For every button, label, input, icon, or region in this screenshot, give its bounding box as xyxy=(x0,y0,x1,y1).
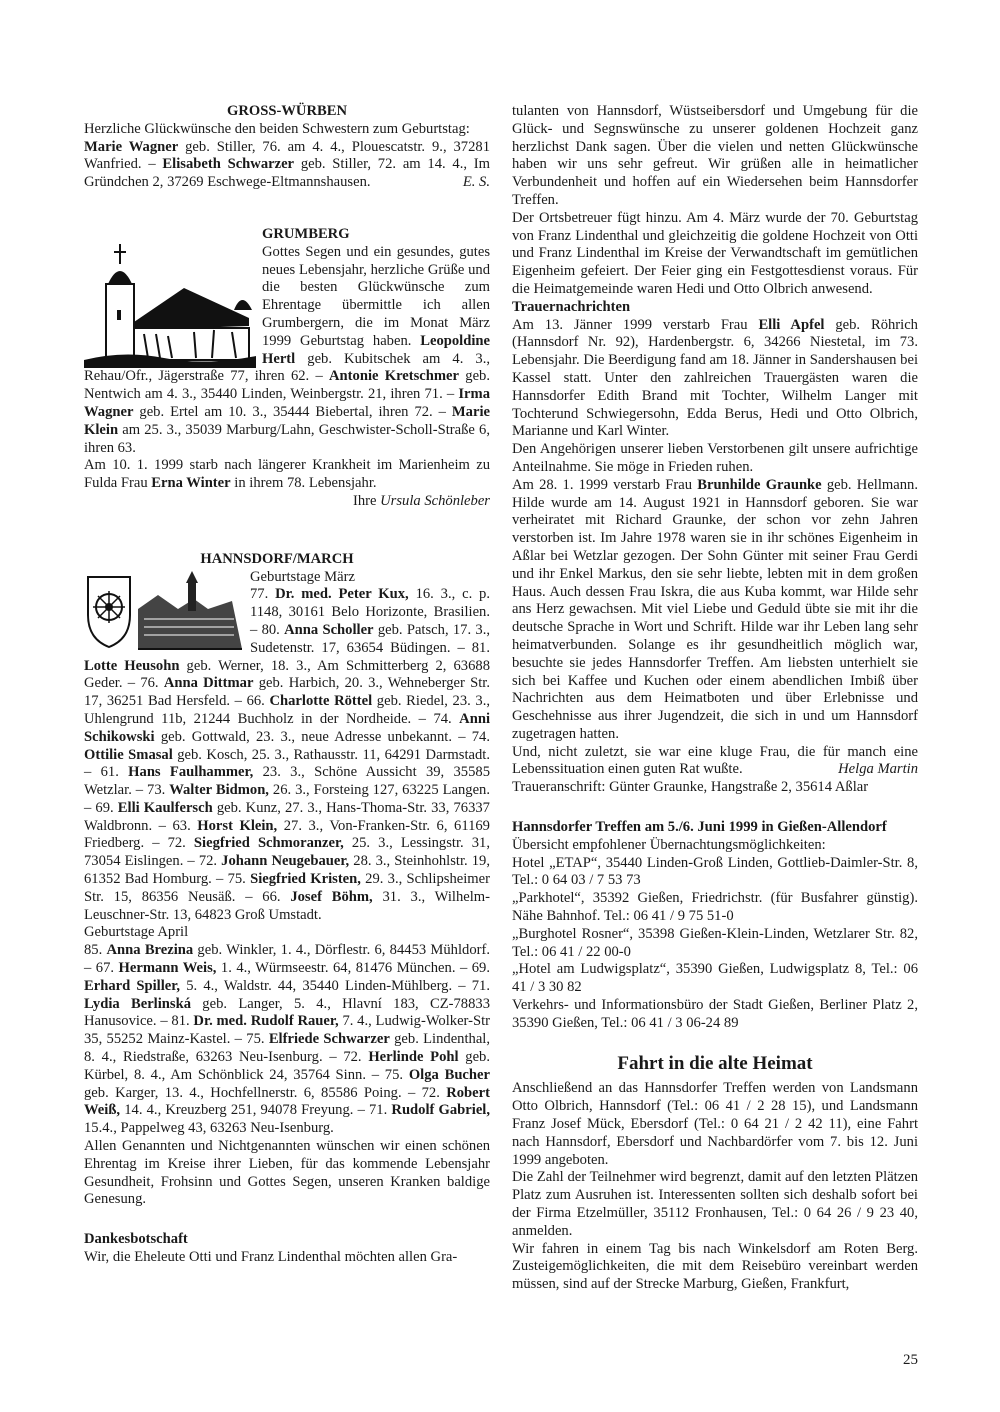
gross-wuerben-text: Herzliche Glückwünsche den beiden Schwestern zum Geburtstag: Marie Wagner geb. Stiller, 76. am 4. 4., Plouescatstr. 9., 37281 Wanfried. – Elisabeth Schwarzer geb. Stiller, 72. am 14. 4., Im Gründchen 2, 37269 Eschwege-Eltmannshausen. E. S. xyxy=(84,120,491,191)
treffen-intro: Übersicht empfohlener Übernachtungsmöglichkeiten: xyxy=(512,836,826,853)
tourist-office: Verkehrs- und Informationsbüro der Stadt Gießen, Berliner Platz 2, 35390 Gießen, Tel.: 06 41 / 3 06-24 89 xyxy=(512,997,918,1031)
ortsbetreuer-text: Der Ortsbetreuer fügt hinzu. Am 4. März wurde der 70. Geburtstag von Franz Lindenthal und gleichzeitig die goldene Hochzeit von Otti und Franz Lindenthal im Kreise der Verwandtschaft im gemütlichen Eigenheim gefeiert. Der Feier ging ein Festgottesdienst voraus. Für die Heimatgemeinde waren Hedi und Otto Olbrich anwesend. xyxy=(512,209,918,297)
section-title-grumberg: GRUMBERG xyxy=(262,225,350,242)
grumberg-death-notice: Am 10. 1. 1999 starb nach längerer Krankheit im Marienheim zu Fulda Frau Erna Winter in ihrem 78. Lebensjahr. xyxy=(84,457,490,492)
trauer-address: Traueranschrift: Günter Graunke, Hangstraße 2, 35614 Aßlar xyxy=(512,779,869,796)
hotel-parkhotel: „Parkhotel“, 35392 Gießen, Friedrichstr. (für Busfahrer günstig). Nähe Bahnhof. Tel.: 06 41 / 9 75 51-0 xyxy=(512,890,918,925)
hannsdorf-crest-and-town-illustration xyxy=(84,569,244,651)
signature: E. S. xyxy=(462,174,490,191)
trauer-closing: Und, nicht zuletzt, sie war eine kluge Frau, die für manch eine Lebenssituation einen guten Rat wußte. Helga Martin xyxy=(512,743,918,778)
trauer-anteilnahme: Den Angehörigen unserer lieben Verstorbenen gilt unsere aufrichtige Anteilnahme. Sie möge in Frieden ruhen. xyxy=(512,441,918,475)
treffen-title: Hannsdorfer Treffen am 5./6. Juni 1999 in Gießen-Allendorf xyxy=(512,819,887,836)
hotel-etap: Hotel „ETAP“, 35440 Linden-Groß Linden, Gottlieb-Daimler-Str. 8, Tel.: 0 64 03 / 7 53 73 xyxy=(512,854,918,889)
hannsdorf-section xyxy=(84,551,490,1209)
fahrt-text-3: Wir fahren in einem Tag bis nach Winkelsdorf am Roten Berg. Zusteigemöglichkeiten, die mit dem Reisebüro vereinbart werden müssen, sind auf der Strecke Marburg, Gießen, Frankfurt, xyxy=(512,1240,918,1293)
dankes-title: Dankesbotschaft xyxy=(84,1231,188,1248)
grumberg-signature: Ihre Ursula Schönleber xyxy=(352,492,490,509)
fahrt-title: Fahrt in die alte Heimat xyxy=(617,1052,813,1074)
hannsdorf-april-birthdays: 85. Anna Brezina geb. Winkler, 1. 4., Dörflestr. 6, 84453 Mühldorf. – 67. Hermann Weis, 1. 4., Würmseestr. 64, 81476 München. – 69. Erhard Spiller, 5. 4., Waldstr. 44, 35440 Linden-Mühlberg. – 71. Lydia Berlinská geb. Langer, 5. 4., Hlavní 183, CZ-78833 Hanusovice. – 81. Dr. med. Rudolf Rauer, 7. 4., Ludwig-Wolker-Str 35, 55252 Mainz-Kastel. – 75. Elfriede Schwarzer geb. Lindenthal, 8. 4., Riedstraße, 63263 Neu-Isenburg. – 72. Herlinde Pohl geb. Kürbel, 8. 4., Am Schönblick 24, 35764 Sinn. – 75. Olga Bucher geb. Karger, 13. 4., Hochfellnerstr. 6, 85586 Poing. – 72. Robert Weiß, 14. 4., Kreuzberg 251, 94078 Freyung. – 71. Rudolf Gabriel, 15.4., Pappelweg 43, 63263 Neu-Isenburg. xyxy=(84,942,491,1137)
dankes-continuation: tulanten von Hannsdorf, Wüstseibersdorf und Umgebung für die Glück- und Segnswünsche zu unserer goldenen Hochzeit ganz herzlichst Dank sagen. Über die vielen und netten Glückwünsche haben wir uns sehr gefreut. Wir grüßen alle in heimatlicher Verbundenheit und hoffen auf ein Wiedersehen beim Hannsdorfer Treffen. xyxy=(512,103,918,208)
hannsdorf-closing: Allen Genannten und Nichtgenannten wünschen wir einen schönen Ehrentag im Kreise ihrer Lieben, für das kommende Lebensjahr Gesundheit, Frohsinn und Gottes Segen, unseren Kranken baldige Genesung. xyxy=(84,1138,490,1208)
left-column xyxy=(84,103,490,1267)
hotel-burghotel: „Burghotel Rosner“, 35398 Gießen-Klein-Linden, Wetzlarer Str. 82, Tel.: 06 41 / 22 00-0 xyxy=(512,925,918,960)
fahrt-text-1: Anschließend an das Hannsdorfer Treffen werden von Landsmann Otto Olbrich, Hannsdorf (Tel.: 06 41 / 2 28 15), und Landsmann Franz Josef Mück, Ebersdorf (Tel.: 0 64 21 / 2 42 11), eine Fahrt nach Hannsdorf, Ebersdorf und Nachbardörfer vom 7. bis 12. Juni 1999 angeboten. xyxy=(512,1080,918,1168)
section-title-hannsdorf: HANNSDORF/MARCH xyxy=(200,550,354,567)
april-label: Geburtstage April xyxy=(84,924,189,941)
grumberg-section xyxy=(84,226,490,511)
trauer-title: Trauernachrichten xyxy=(512,298,631,315)
trauer-graunke: Am 28. 1. 1999 verstarb Frau Brunhilde Graunke geb. Hellmann. Hilde wurde am 14. August 1921 in Hannsdorf geboren. Sie war verheiratet mit Richard Graunke, der schon vor zehn Jahren verstorben ist. Im Jahre 1978 waren sie in ihr schönes Eigenheim in Aßlar bei Wetzlar gezogen. Der Sohn Günter mit seiner Frau Gerdi und ihr Enkel Markus, den sie sehr liebte, lebten mit in dem großen Haus. Auch dessen Frau Iskra, die aus Kuba kommt, war Hilde sehr ans Herz gewachsen. Mit viel Liebe und Geduld übte sie mit ihr die deutsche Sprache in Wort und Schrift. Hilde war ihr Leben lang sehr heimatverbunden. Solange es ihr gesundheitlich möglich war, besuchte sie jedes Hannsdorfer Treffen. Am liebsten unterhielt sie sich bei Kaffee und Kuchen oder einem abendlichen Imbiß über Nachrichten aus dem Heimatboten und über Erlebnisse und Geschehnisse aus ihrer Jugendzeit, die sich in und um Hannsdorf zugetragen hatten. xyxy=(512,476,918,742)
hannsdorf-march-birthdays: Geburtstage März 77. Dr. med. Peter Kux, 16. 3., c. p. 1148, 30161 Belo Horizonte, Brasilien. – 80. Anna Scholler geb. Patsch, 17. 3., Sudetenstr. 17, 63654 Büdingen. – 81. Lotte Heusohn geb. Werner, 18. 3., Am Schmitterberg 2, 63688 Geder. – 76. Anna Dittmar geb. Harbich, 20. 3., Wehneberger Str. 17, 36251 Bad Hersfeld. – 66. Charlotte Röttel geb. Riedel, 23. 3., Uhlengrund 11b, 21244 Buchholz in der Nordheide. – 74. Anni Schikowski geb. Gottwald, 23. 3., neue Adresse unbekannt. – 74. Ottilie Smasal geb. Kosch, 25. 3., Rathausstr. 11, 64291 Darmstadt. – 61. Hans Faulhammer, 23. 3., Schöne Aussicht 39, 35585 Wetzlar. – 73. Walter Bidmon, 26. 3., Forsteing 127, 63225 Langen. – 69. Elli Kaulfersch geb. Kunz, 27. 3., Hans-Thoma-Str. 33, 76337 Waldbronn. – 63. Horst Klein, 27. 3., Von-Franken-Str. 6, 61169 Friedberg. – 72. Siegfried Schmoranzer, 25. 3., Lessingstr. 31, 73054 Eislingen. – 72. Johann Neugebauer, 28. 3., Steinhohlstr. 19, 61352 Bad Homburg. – 75. Siegfried Kristen, 29. 3., Schlipsheimer Str. 15, 86356 Neusäß. – 66. Josef Böhm, 31. 3., Wilhelm-Leuschner-Str. 13, 64823 Groß Umstadt. xyxy=(84,568,491,923)
church-illustration xyxy=(84,240,256,368)
dankes-text: Wir, die Eheleute Otti und Franz Lindenthal möchten allen Gra- xyxy=(84,1249,458,1266)
fahrt-text-2: Die Zahl der Teilnehmer wird begrenzt, damit auf den letzten Plätzen Platz zum Ausruhen ist. Interessenten sollten sich deshalb sofort bei der Firma Etzelmüller, 35112 Fronhausen, Tel.: 0 64 26 / 9 23 40, anmelden. xyxy=(512,1169,918,1239)
right-column xyxy=(512,103,918,1294)
page-number: 25 xyxy=(903,1352,918,1368)
section-title-gross-wuerben: GROSS-WÜRBEN xyxy=(226,103,347,119)
signature-helga-martin: Helga Martin xyxy=(838,761,918,778)
grumberg-text: Gottes Segen und ein gesundes, gutes neues Lebensjahr, herzliche Grüße und die besten Glückwünsche zum Ehrentage übermittle ich allen Grumbergern, die im Monat März 1999 Geburtstag haben. Leopoldine Hertl geb. Kubitschek am 4. 3., Rehau/Ofr., Jägerstraße 77, ihren 62. – Antonie Kretschmer geb. Nentwich am 4. 3., 35440 Linden, Weinbergstr. 21, ihren 71. – Irma Wagner geb. Ertel am 10. 3., 35444 Biebertal, ihren 72. – Marie Klein am 25. 3., 35039 Marburg/Lahn, Geschwister-Scholl-Straße 6, ihren 63. xyxy=(84,243,490,456)
march-label: Geburtstage März xyxy=(250,568,355,585)
trauer-apfel: Am 13. Jänner 1999 verstarb Frau Elli Apfel geb. Röhrich (Hannsdorf Nr. 92), Hardenbergstr. 6, 34266 Niestetal, im 73. Lebensjahr. Die Beerdigung fand am 18. Jänner in Sandershausen bei Kassel statt. Unter den zahlreichen Trauergästen waren die Hannsdorfer Edith Brand mit Tochter, Wilhelm Langer mit Tochterund Schwiegersohn, Edda Berus, Hedi und Otto Olbrich, Marianne und Karl Winter. xyxy=(512,316,918,440)
hotel-ludwigsplatz: „Hotel am Ludwigsplatz“, 35390 Gießen, Ludwigsplatz 8, Tel.: 06 41 / 3 30 82 xyxy=(512,961,918,996)
